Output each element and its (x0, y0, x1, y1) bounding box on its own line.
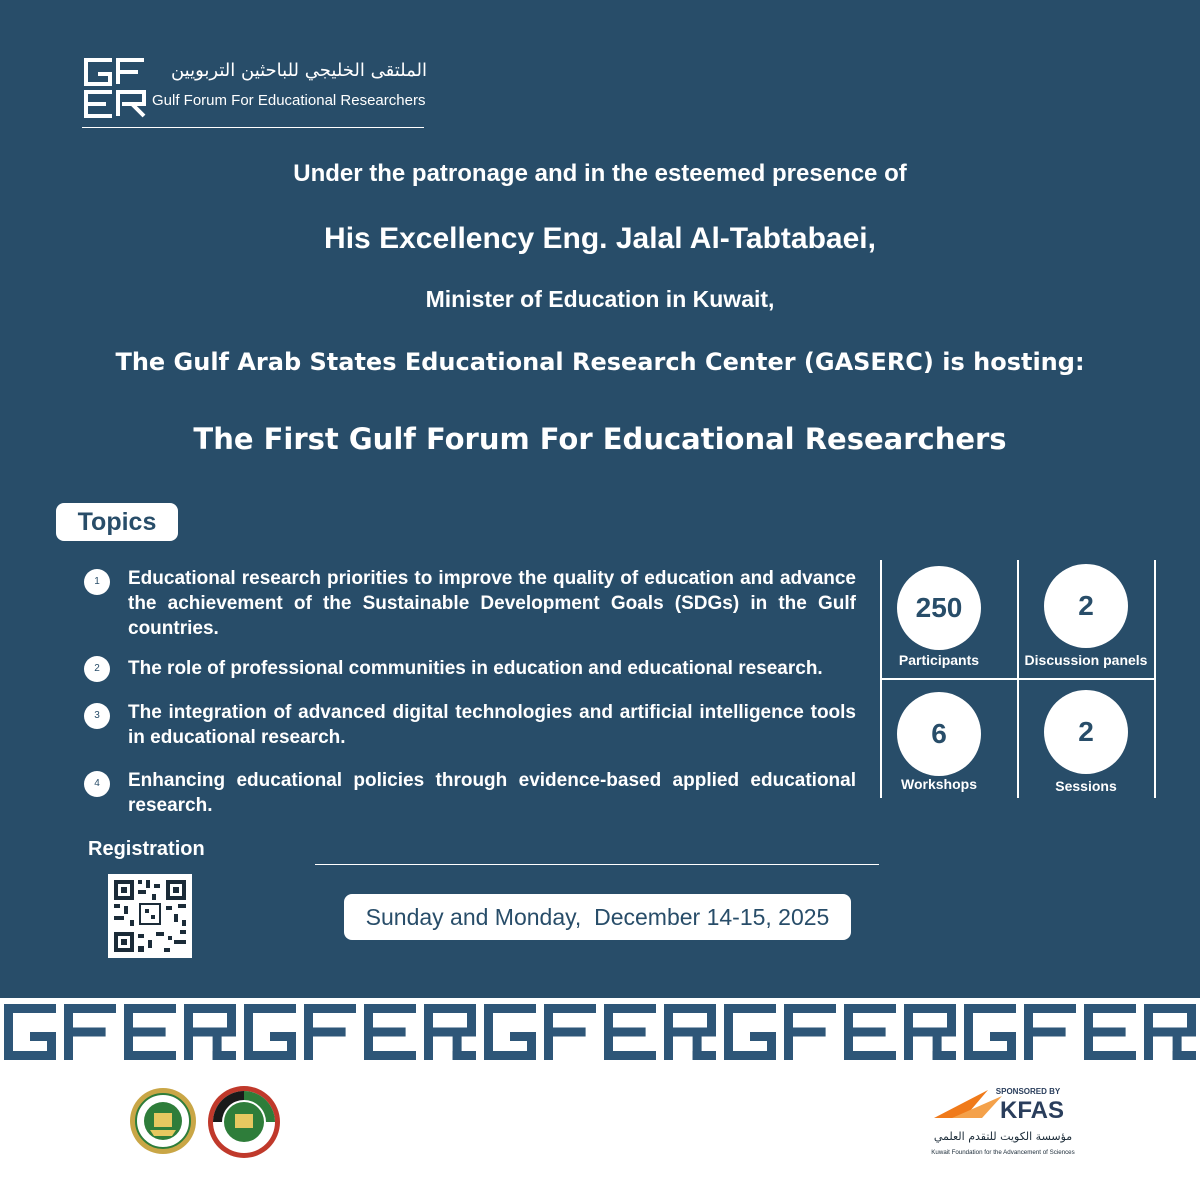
qr-code-icon[interactable] (108, 874, 192, 958)
stat-participants-value: 250 (897, 566, 981, 650)
band-letter-g (724, 1004, 776, 1060)
topic-number: 4 (84, 771, 110, 797)
date-divider (315, 864, 879, 865)
topic-number: 3 (84, 703, 110, 729)
band-letter-e (364, 1004, 416, 1060)
topic-item: The integration of advanced digital technologies and artificial intelligence tools in educational research. (128, 702, 856, 748)
gfer-pattern-band (0, 998, 1200, 1066)
band-letter-r (184, 1004, 236, 1060)
band-letter-f (1024, 1004, 1076, 1060)
stat-discussion-panels-value: 2 (1044, 564, 1128, 648)
band-letter-g (244, 1004, 296, 1060)
gfer-logo-icon (82, 56, 148, 120)
band-letter-r (424, 1004, 476, 1060)
stat-sessions-label: Sessions (1055, 778, 1117, 794)
band-letter-e (1084, 1004, 1136, 1060)
topic-item: Educational research priorities to improve the quality of education and advance the achievement of the Sustainable Development Goals (SDGs) in the Gulf countries. (128, 568, 856, 639)
stat-workshops-value: 6 (897, 692, 981, 776)
partner-seal-icon (206, 1084, 282, 1160)
stat-discussion-panels-label: Discussion panels (1024, 652, 1148, 668)
patron-name: His Excellency Eng. Jalal Al-Tabtabaei, (324, 222, 876, 255)
partner-seal-icon (128, 1086, 198, 1156)
stat-workshops-label: Workshops (901, 776, 977, 792)
topic-item: Enhancing educational policies through evidence-based applied educational research. (128, 770, 856, 816)
patronage-text: Under the patronage and in the esteemed presence of (293, 160, 907, 187)
topics-heading: Topics (56, 503, 178, 541)
band-letter-r (664, 1004, 716, 1060)
stat-participants-label: Participants (898, 652, 980, 668)
band-letter-g (484, 1004, 536, 1060)
kfas-arabic-name: مؤسسة الكويت للتقدم العلمي (933, 1130, 1073, 1143)
band-letter-f (784, 1004, 836, 1060)
host-text: The Gulf Arab States Educational Research Center (GASERC) is hosting: (115, 348, 1085, 376)
band-letter-g (4, 1004, 56, 1060)
band-letter-r (904, 1004, 956, 1060)
band-letter-g (964, 1004, 1016, 1060)
band-letter-f (544, 1004, 596, 1060)
event-title: The First Gulf Forum For Educational Researchers (193, 422, 1007, 456)
topic-number: 2 (84, 656, 110, 682)
topic-number: 1 (84, 569, 110, 595)
stat-sessions-value: 2 (1044, 690, 1128, 774)
sponsored-by-text: SPONSORED BY (995, 1087, 1061, 1096)
kfas-sponsor-logo (928, 1082, 1078, 1162)
kfas-full-name: Kuwait Foundation for the Advancement of Sciences (931, 1149, 1075, 1156)
event-date: Sunday and Monday, December 14-15, 2025 (344, 894, 851, 940)
patron-title: Minister of Education in Kuwait, (425, 286, 775, 312)
registration-label: Registration (88, 838, 205, 860)
band-letter-e (124, 1004, 176, 1060)
kfas-name: KFAS (999, 1097, 1065, 1124)
header-divider (82, 127, 424, 128)
band-letter-f (64, 1004, 116, 1060)
stats-grid-line (880, 678, 1156, 680)
band-letter-f (304, 1004, 356, 1060)
logo-arabic-name: الملتقى الخليجي للباحثين التربويين (170, 60, 427, 81)
topic-item: The role of professional communities in education and educational research. (128, 658, 823, 679)
band-letter-e (604, 1004, 656, 1060)
band-letter-e (844, 1004, 896, 1060)
logo-english-name: Gulf Forum For Educational Researchers (152, 92, 426, 109)
band-letter-r (1144, 1004, 1196, 1060)
